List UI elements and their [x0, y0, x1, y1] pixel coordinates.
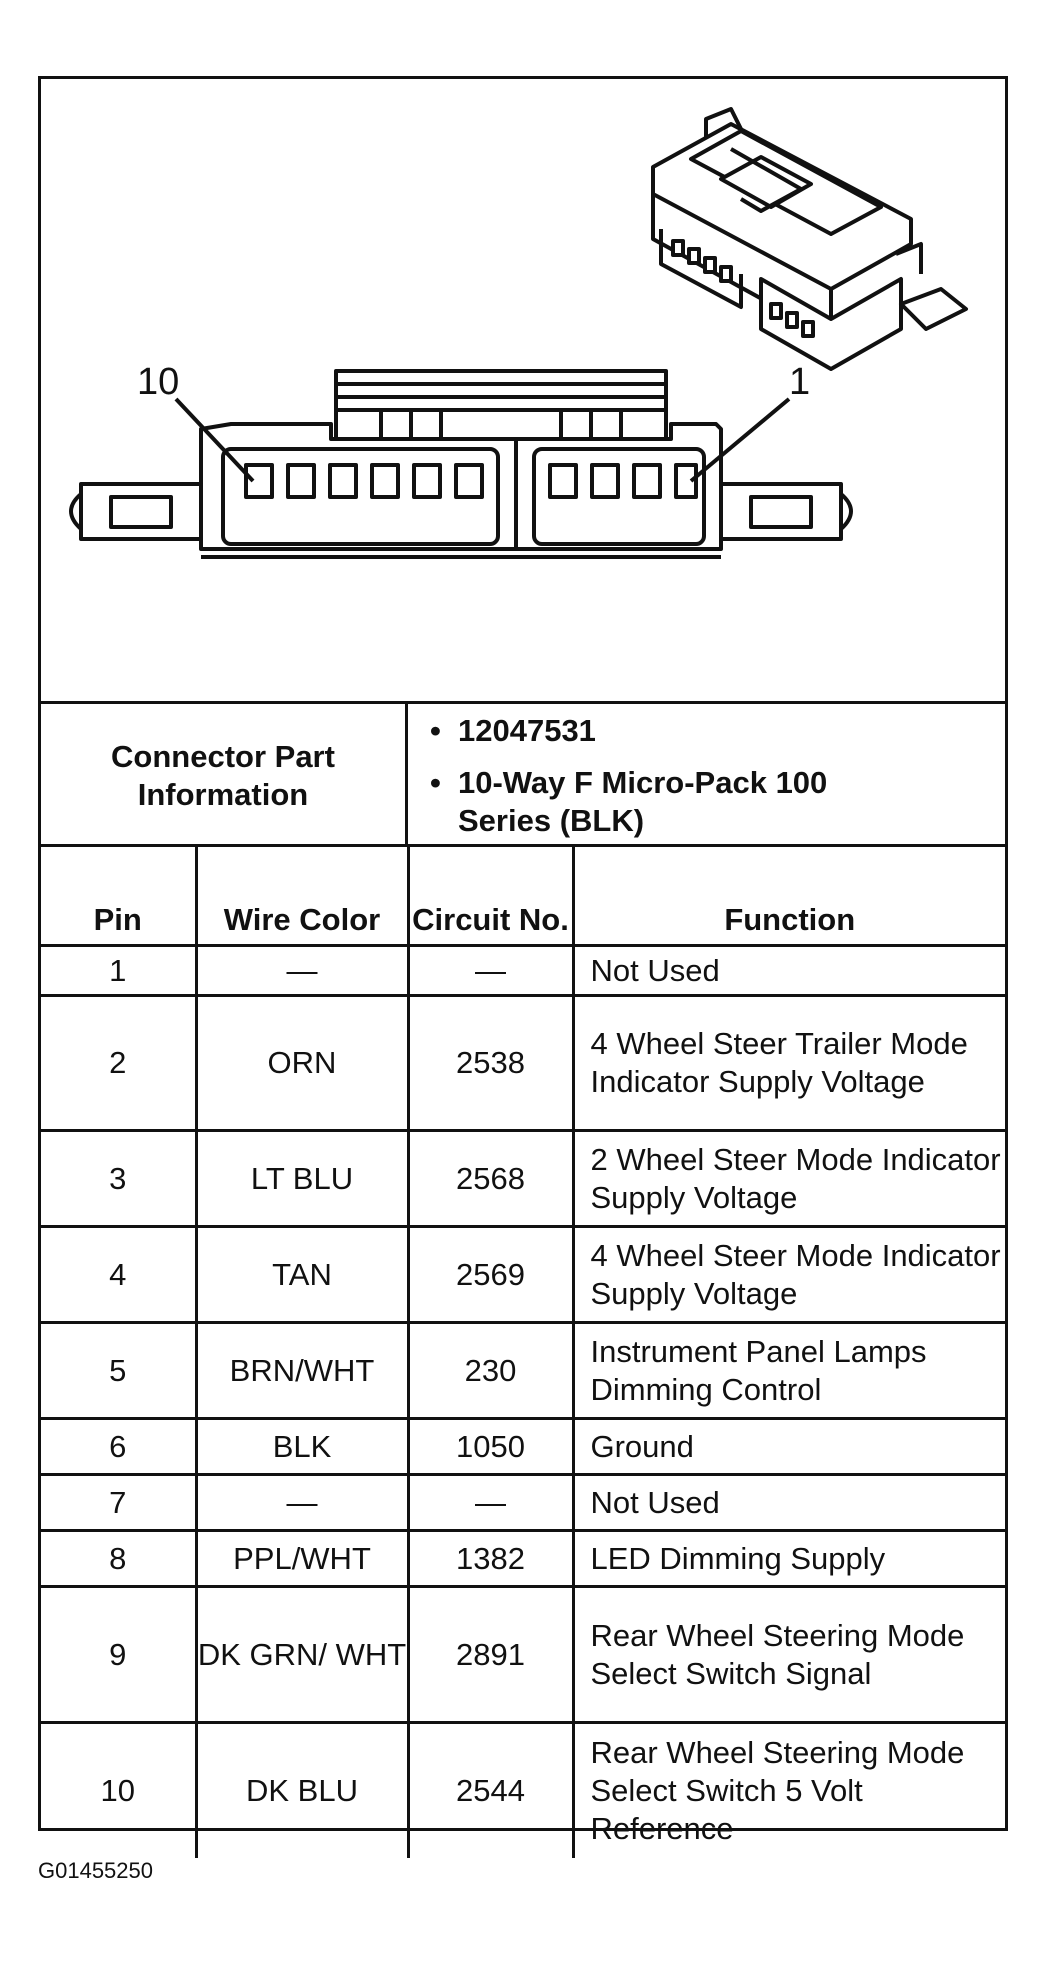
- function-cell: Instrument Panel Lamps Dimming Control: [573, 1323, 1005, 1419]
- part-number-item: [430, 712, 988, 750]
- connector-drawing: [41, 79, 1005, 701]
- pin-cell: 8: [41, 1531, 196, 1587]
- pin-cell: 2: [41, 996, 196, 1131]
- wire-color-cell: DK BLU: [196, 1723, 408, 1858]
- function-cell: Not Used: [573, 946, 1005, 996]
- bullet-icon: •: [430, 765, 441, 800]
- pin-cell: 10: [41, 1723, 196, 1858]
- wire-color-cell: ORN: [196, 996, 408, 1131]
- pin-cell: 9: [41, 1587, 196, 1723]
- wire-color-cell: —: [196, 946, 408, 996]
- wire-color-cell: —: [196, 1475, 408, 1531]
- function-cell: LED Dimming Supply: [573, 1531, 1005, 1587]
- function-cell: 4 Wheel Steer Trailer Mode Indicator Supply Voltage: [573, 996, 1005, 1131]
- part-number: 12047531: [458, 713, 596, 748]
- pin-table: [41, 844, 1005, 1858]
- pin-cell: 5: [41, 1323, 196, 1419]
- table-row: [41, 1131, 1005, 1227]
- connector-front-view: [71, 371, 851, 557]
- circuit-cell: —: [408, 946, 573, 996]
- pin-1-label: 1: [789, 361, 811, 403]
- pin-cell: 7: [41, 1475, 196, 1531]
- connector-perspective-sketch: [653, 109, 966, 369]
- table-row: [41, 1587, 1005, 1723]
- connector-type-item: [430, 764, 878, 840]
- wire-color-cell: LT BLU: [196, 1131, 408, 1227]
- function-cell: 2 Wheel Steer Mode Indicator Supply Voltage: [573, 1131, 1005, 1227]
- connector-type: 10-Way F Micro-Pack 100 Series (BLK): [458, 765, 828, 838]
- pin-cell: 1: [41, 946, 196, 996]
- pin-cell: 4: [41, 1227, 196, 1323]
- circuit-cell: 2569: [408, 1227, 573, 1323]
- table-row: [41, 1723, 1005, 1858]
- header-wire-color: Wire Color: [196, 846, 408, 946]
- figure-id: G01455250: [38, 1858, 153, 1883]
- circuit-cell: 230: [408, 1323, 573, 1419]
- wire-color-cell: DK GRN/ WHT: [196, 1587, 408, 1723]
- table-row: [41, 1475, 1005, 1531]
- function-cell: Rear Wheel Steering Mode Select Switch Signal: [573, 1587, 1005, 1723]
- connector-illustration: [41, 79, 1005, 701]
- table-row: [41, 996, 1005, 1131]
- table-header-row: [41, 846, 1005, 946]
- circuit-cell: 2891: [408, 1587, 573, 1723]
- connector-part-info: [41, 701, 1005, 847]
- function-cell: Ground: [573, 1419, 1005, 1475]
- function-cell: Rear Wheel Steering Mode Select Switch 5 Volt Reference: [573, 1723, 1005, 1858]
- wire-color-cell: TAN: [196, 1227, 408, 1323]
- table-row: [41, 946, 1005, 996]
- connector-part-info-label: Connector Part Information: [41, 704, 408, 847]
- circuit-cell: —: [408, 1475, 573, 1531]
- header-circuit-no: Circuit No.: [408, 846, 573, 946]
- table-row: [41, 1419, 1005, 1475]
- table-row: [41, 1323, 1005, 1419]
- bullet-icon: •: [430, 713, 441, 748]
- connector-part-info-values: [408, 704, 1005, 847]
- connector-card: [38, 76, 1008, 1846]
- pin-cell: 3: [41, 1131, 196, 1227]
- pin-10-label: 10: [137, 361, 180, 403]
- function-cell: 4 Wheel Steer Mode Indicator Supply Voltage: [573, 1227, 1005, 1323]
- table-row: [41, 1227, 1005, 1323]
- circuit-cell: 2538: [408, 996, 573, 1131]
- table-row: [41, 1531, 1005, 1587]
- header-pin: Pin: [41, 846, 196, 946]
- wire-color-cell: BRN/WHT: [196, 1323, 408, 1419]
- circuit-cell: 1050: [408, 1419, 573, 1475]
- wire-color-cell: PPL/WHT: [196, 1531, 408, 1587]
- circuit-cell: 2544: [408, 1723, 573, 1858]
- circuit-cell: 2568: [408, 1131, 573, 1227]
- pin-cell: 6: [41, 1419, 196, 1475]
- header-function: Function: [573, 846, 1005, 946]
- circuit-cell: 1382: [408, 1531, 573, 1587]
- wire-color-cell: BLK: [196, 1419, 408, 1475]
- function-cell: Not Used: [573, 1475, 1005, 1531]
